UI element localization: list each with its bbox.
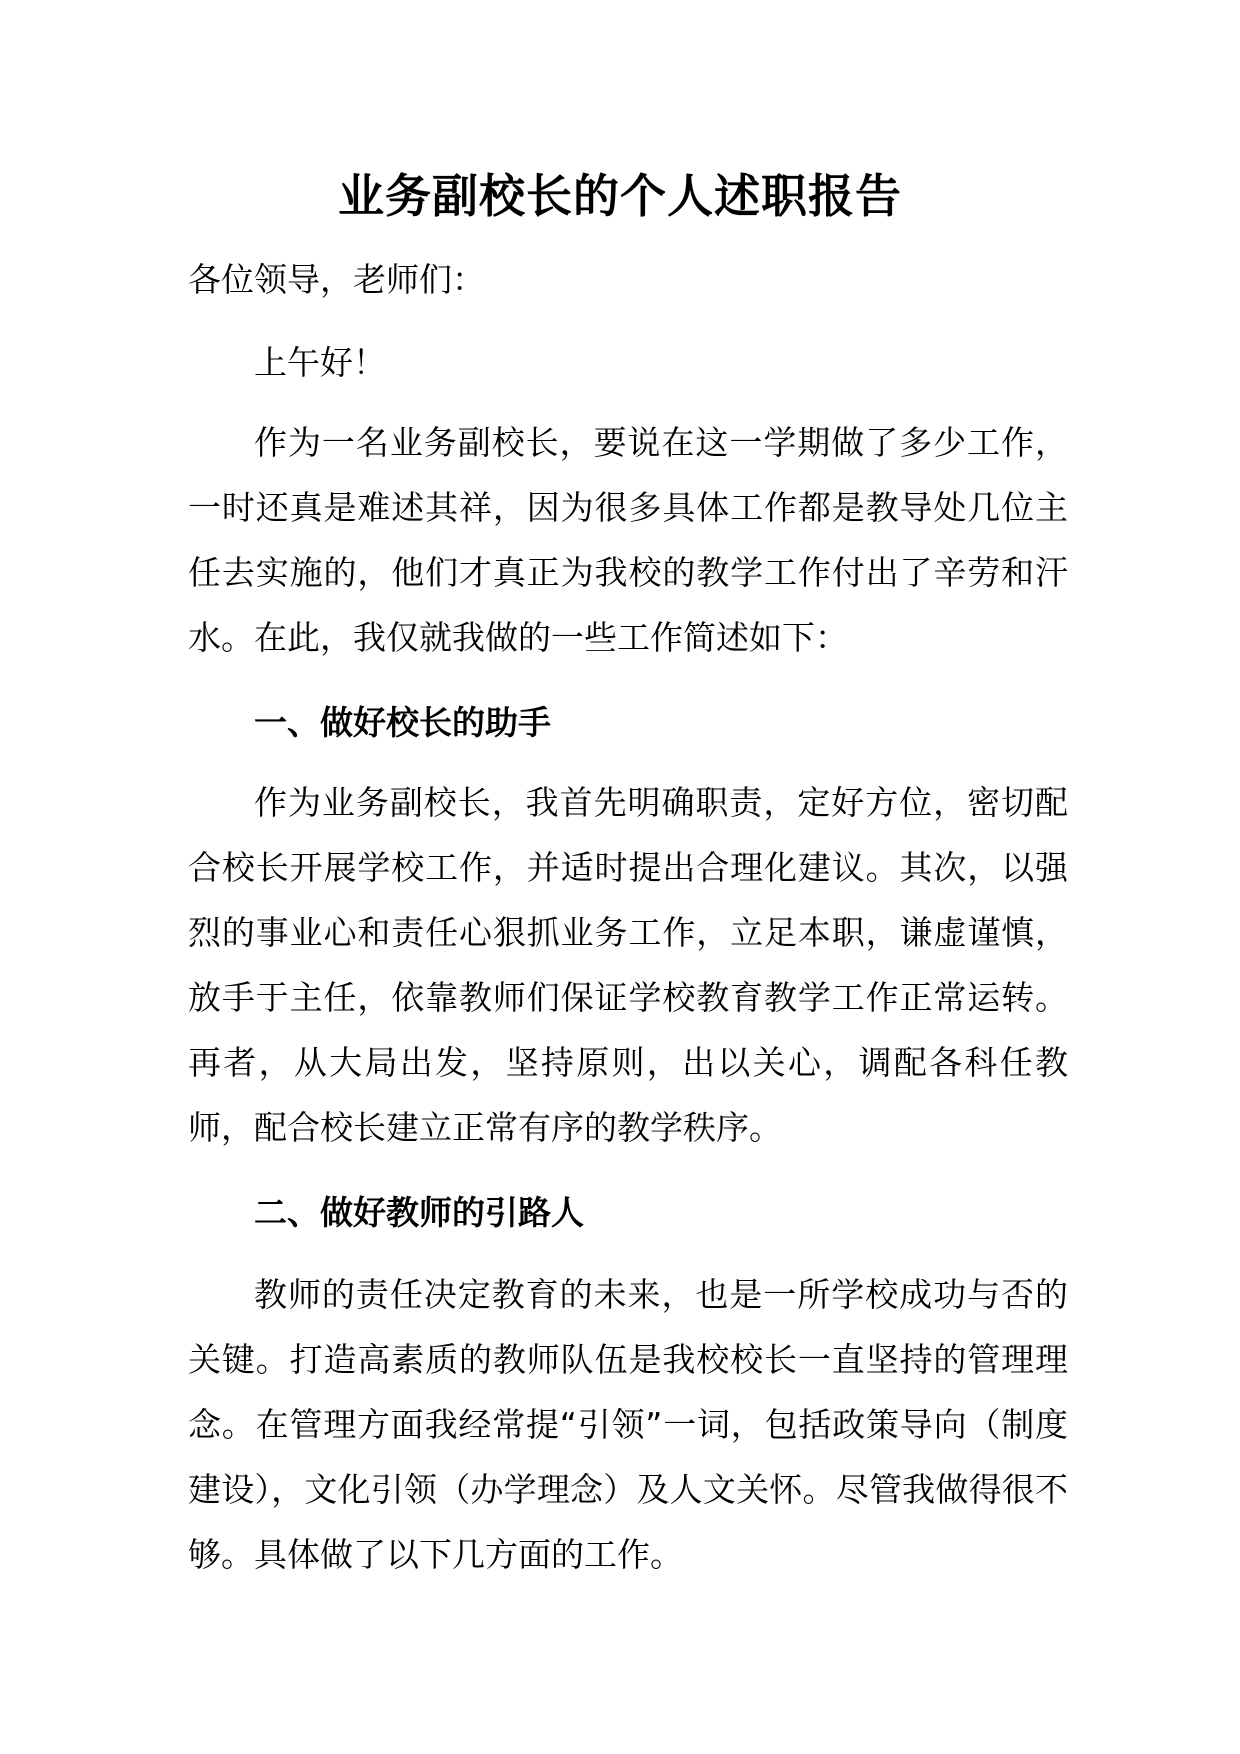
paragraph-section-1: 作为业务副校长，我首先明确职责，定好方位，密切配合校长开展学校工作，并适时提出合理化建议。其次，以强烈的事业心和责任心狠抓业务工作，立足本职，谦虚谨慎，放手于主任，依靠教师们保证学校教育教学工作正常运转。再者，从大局出发，坚持原则，出以关心，调配各科任教师，配合校长建立正常有序的教学秩序。	[188, 783, 1068, 1147]
section-heading-2: 二、做好教师的引路人	[254, 1193, 584, 1232]
document-title: 业务副校长的个人述职报告	[338, 169, 902, 223]
salutation: 各位领导，老师们：	[188, 260, 485, 299]
paragraph-section-2: 教师的责任决定教育的未来，也是一所学校成功与否的关键。打造高素质的教师队伍是我校校长一直坚持的管理理念。在管理方面我经常提“引领”一词，包括政策导向（制度建设），文化引领（办学理念）及人文关怀。尽管我做得很不够。具体做了以下几方面的工作。	[188, 1275, 1068, 1574]
greeting: 上午好！	[254, 343, 386, 382]
section-heading-1: 一、做好校长的助手	[254, 703, 551, 742]
paragraph-intro: 作为一名业务副校长，要说在这一学期做了多少工作，一时还真是难述其祥，因为很多具体工作都是教导处几位主任去实施的，他们才真正为我校的教学工作付出了辛劳和汗水。在此，我仅就我做的一些工作简述如下：	[188, 423, 1068, 657]
